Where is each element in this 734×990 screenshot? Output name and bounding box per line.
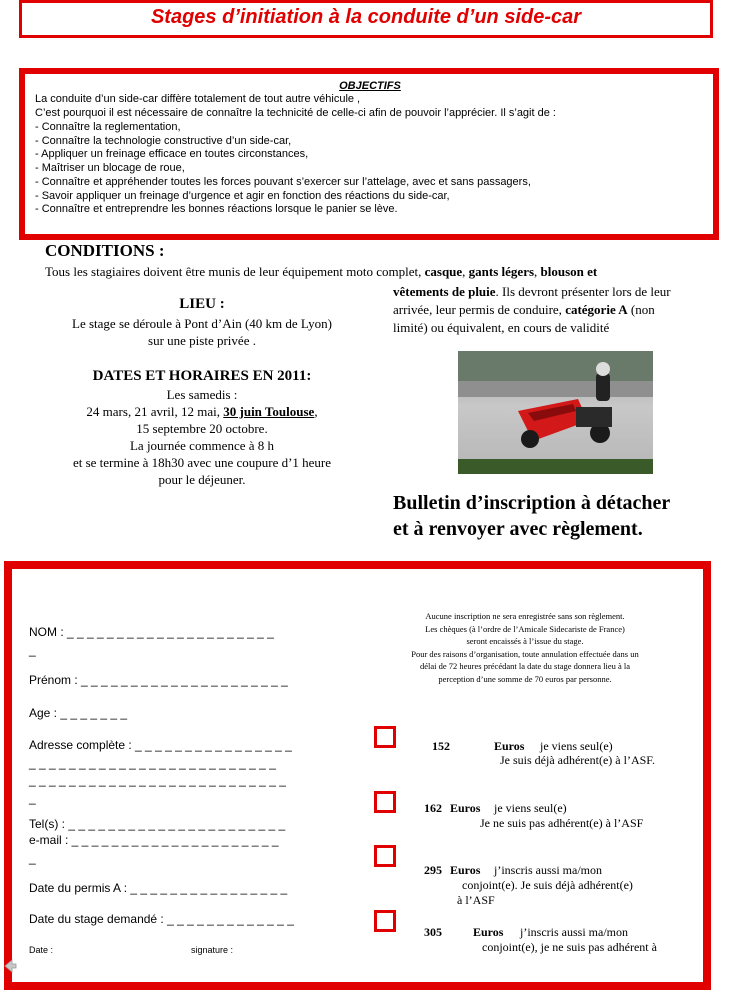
objective-item: - Savoir appliquer un freinage d’urgence et agir en fonction des réactions du side-car, (35, 189, 450, 202)
conditions-category: catégorie A (565, 302, 628, 317)
objective-item: - Connaître la technologie constructive d’un side-car, (35, 134, 292, 147)
conditions-gants: gants légers (468, 264, 535, 279)
conditions-text: . Ils devront présenter lors de leur (495, 284, 671, 299)
objective-item: - Appliquer un freinage efficace en toutes circonstances, (35, 148, 309, 161)
adresse-field-line-3[interactable]: _ _ _ _ _ _ _ _ _ _ _ _ _ _ _ _ _ _ _ _ _ _ _ _ _ _ (29, 773, 286, 787)
conditions-line-1: Tous les stagiaires doivent être munis de leur équipement moto complet, casque, gants légers, blouson et (45, 264, 598, 279)
dates-line-6: pour le déjeuner. (158, 472, 246, 487)
option-euros: Euros (494, 739, 525, 753)
lieu-text (40, 315, 364, 349)
adresse-field[interactable]: Adresse complète : _ _ _ _ _ _ _ _ _ _ _ _ _ _ _ _ (29, 738, 292, 752)
dates-line-5: et se termine à 18h30 avec une coupure d’1 heure (72, 455, 332, 470)
prenom-field[interactable]: Prénom : _ _ _ _ _ _ _ _ _ _ _ _ _ _ _ _ _ _ _ _ _ (29, 673, 288, 687)
page-title: Stages d’initiation à la conduite d’un side-car (150, 6, 582, 28)
objective-item: - Connaître la reglementation, (35, 121, 181, 133)
bulletin-heading (393, 490, 733, 542)
conditions-title: CONDITIONS : (45, 241, 165, 260)
option-price: 152 (432, 739, 450, 753)
notice-line-4: Pour des raisons d’organisation, toute annulation effectuée dans un (411, 648, 639, 659)
dates-title: DATES ET HORAIRES EN 2011: (92, 368, 312, 384)
option-desc: j’inscris aussi ma/mon (520, 925, 628, 939)
adresse-field-line-4[interactable]: _ (29, 791, 36, 805)
tel-field[interactable]: Tel(s) : _ _ _ _ _ _ _ _ _ _ _ _ _ _ _ _ _ _ _ _ _ _ (29, 817, 286, 831)
conditions-line-4: limité) ou équivalent, en cours de validité (393, 320, 610, 335)
option-price: 295 (424, 863, 442, 877)
objectives-intro-2: C’est pourquoi il est nécessaire de connaître la technicité de celle-ci afin de pouvoir l’apprécier. Il s’agit de : (35, 107, 556, 119)
option-euros: Euros (450, 863, 481, 877)
lieu-line-2: sur une piste privée . (148, 333, 256, 348)
lieu-line-1: Le stage se déroule à Pont d’Ain (40 km de Lyon) (72, 316, 332, 331)
signature-label: signature : (191, 945, 234, 955)
notice-line-6: perception d’une somme de 70 euros par personne. (438, 673, 612, 684)
dates-line-3: 15 septembre 20 octobre. (136, 421, 268, 436)
option-desc: à l’ASF (457, 893, 495, 907)
option-desc: Je ne suis pas adhérent(e) à l’ASF (480, 816, 644, 830)
stage-date-field[interactable]: Date du stage demandé : _ _ _ _ _ _ _ _ _ _ _ _ _ (29, 912, 294, 926)
payment-notice (352, 610, 698, 685)
option-euros: Euros (450, 801, 481, 815)
nom-field-continued[interactable]: _ (29, 643, 36, 657)
date-label: Date : (29, 945, 54, 955)
permis-date-field[interactable]: Date du permis A : _ _ _ _ _ _ _ _ _ _ _ _ _ _ _ _ (29, 881, 288, 895)
option-desc: conjoint(e). Je suis déjà adhérent(e) (462, 878, 633, 892)
objective-item: - Connaître et entreprendre les bonnes réactions lorsque le panier se lève. (35, 203, 398, 216)
objectives-intro-1: La conduite d’un side-car diffère totalement de tout autre véhicule , (35, 93, 361, 105)
dates-toulouse: 30 juin Toulouse (223, 404, 315, 419)
conditions-text: arrivée, leur permis de conduire, (393, 302, 562, 317)
dates-line-4: La journée commence à 8 h (129, 438, 274, 453)
option-desc: j’inscris aussi ma/mon (494, 863, 602, 877)
objectives-list (35, 121, 531, 217)
notice-line-3: seront encaissés à l’issue du stage. (466, 636, 584, 646)
notice-line-1: Aucune inscription ne sera enregistrée sans son règlement. (425, 611, 625, 621)
nom-field[interactable]: NOM : _ _ _ _ _ _ _ _ _ _ _ _ _ _ _ _ _ _ _ _ _ (29, 625, 274, 639)
option-295-checkbox[interactable] (374, 845, 396, 867)
conditions-text: Tous les stagiaires doivent être munis de leur équipement moto complet, (45, 264, 422, 279)
conditions-line-3 (393, 301, 655, 319)
option-euros: Euros (473, 925, 504, 939)
option-desc: je viens seul(e) (540, 739, 613, 753)
email-field-continued[interactable]: _ (29, 851, 36, 865)
option-152-checkbox[interactable] (374, 726, 396, 748)
bulletin-line-1: Bulletin d’inscription à détacher (393, 492, 671, 514)
option-desc: Je suis déjà adhérent(e) à l’ASF. (500, 753, 655, 767)
dates-list: 24 mars, 21 avril, 12 mai, (86, 404, 221, 419)
dates-text (40, 386, 364, 488)
conditions-line-2 (393, 283, 671, 301)
sidecar-photo (458, 351, 653, 474)
option-305-checkbox[interactable] (374, 910, 396, 932)
notice-line-2: Les chèques (à l’ordre de l’Amicale Sidecariste de France) (425, 623, 625, 634)
lieu-title: LIEU : (179, 296, 225, 312)
option-desc: je viens seul(e) (494, 801, 567, 815)
dates-line-2: 24 mars, 21 avril, 12 mai, 30 juin Toulouse, (86, 404, 318, 419)
conditions-blouson: blouson et (540, 264, 598, 279)
option-price: 162 (424, 801, 442, 815)
conditions-text: (non (630, 302, 655, 317)
notice-line-5: délai de 72 heures précédant la date du stage donnera lieu à la (419, 661, 631, 671)
dates-line-1: Les samedis : (166, 387, 238, 402)
conditions-rain-gear: vêtements de pluie (393, 284, 496, 299)
age-field[interactable]: Age : _ _ _ _ _ _ _ (29, 706, 128, 720)
objective-item: - Maîtriser un blocage de roue, (35, 162, 185, 175)
option-162-checkbox[interactable] (374, 791, 396, 813)
option-desc: conjoint(e), je ne suis pas adhérent à (482, 940, 657, 954)
bulletin-line-2: et à renvoyer avec règlement. (393, 518, 643, 540)
email-field[interactable]: e-mail : _ _ _ _ _ _ _ _ _ _ _ _ _ _ _ _ _ _ _ _ _ (29, 833, 279, 847)
adresse-field-line-2[interactable]: _ _ _ _ _ _ _ _ _ _ _ _ _ _ _ _ _ _ _ _ _ _ _ _ _ (29, 756, 276, 770)
objectives-heading: OBJECTIFS (339, 80, 401, 92)
option-price: 305 (424, 925, 442, 939)
conditions-casque: casque (424, 264, 463, 279)
objective-item: - Connaître et appréhender toutes les forces pouvant s’exercer sur l’attelage, avec et sans passagers, (35, 175, 531, 188)
back-arrow-icon[interactable] (2, 958, 18, 974)
